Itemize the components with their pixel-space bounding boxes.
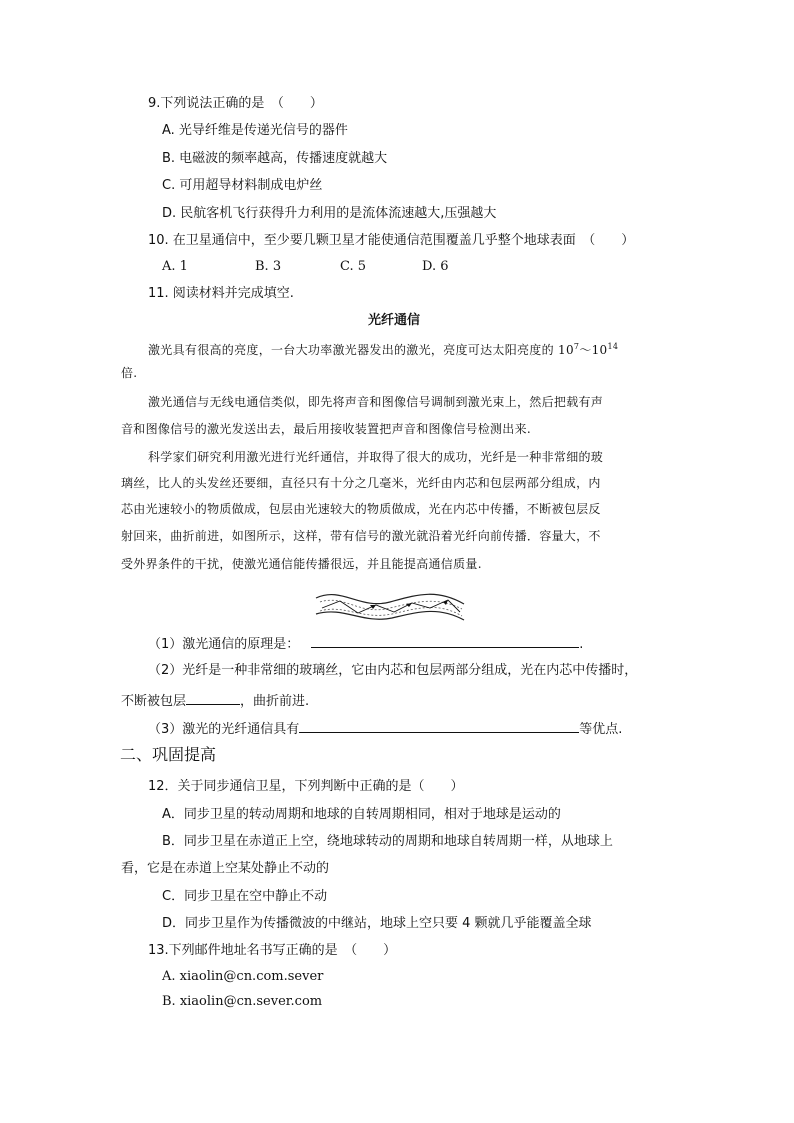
q9-option-b: B. 电磁波的频率越高，传播速度就越大 xyxy=(162,151,388,166)
q11-sub3: （3）激光的光纤通信具有 等优点. xyxy=(148,718,622,739)
q12-option-d: D．同步卫星作为传播微波的中继站，地球上空只要 4 颗就几乎能覆盖全球 xyxy=(162,916,592,931)
section-heading: 二、巩固提高 xyxy=(120,745,217,764)
q11-sub2-line2: 不断被包层 ，曲折前进. xyxy=(121,690,309,711)
sub1-answer-blank[interactable] xyxy=(311,633,579,648)
q9-option-a: A. 光导纤维是传递光信号的器件 xyxy=(162,123,348,138)
q9-option-c: C. 可用超导材料制成电炉丝 xyxy=(162,178,323,193)
article-title: 光纤通信 xyxy=(368,313,421,328)
q10-option-d: D. 6 xyxy=(422,259,449,274)
article-p2-line2: 音和图像信号的激光发送出去，最后用接收装置把声音和图像信号检测出来. xyxy=(121,422,532,436)
q10-option-a: A. 1 xyxy=(162,259,188,274)
article-p1-line1: 激光具有很高的亮度，一台大功率激光器发出的激光，亮度可达太阳亮度的 $10^7\sim 10^{14}$ xyxy=(148,342,619,357)
q12-option-b-line2: 看，它是在赤道上空某处静止不动的 xyxy=(121,861,330,876)
q13-option-b: B. xiaolin@cn.sever.com xyxy=(162,994,323,1009)
article-p3-line5: 受外界条件的干扰，使激光通信能传播很远，并且能提高通信质量. xyxy=(121,557,482,571)
q11-sub1: （1）激光通信的原理是： . xyxy=(148,633,583,654)
q9-option-d: D. 民航客机飞行获得升力利用的是流体流速越大,压强越大 xyxy=(162,206,497,221)
article-p1-line2: 倍. xyxy=(121,366,138,380)
q11-stem: 11. 阅读材料并完成填空. xyxy=(148,286,294,301)
article-p3-line4: 射回来，曲折前进，如图所示，这样，带有信号的激光就沿着光纤向前传播．容量大，不 xyxy=(121,529,601,543)
article-p2-line1: 激光通信与无线电通信类似，即先将声音和图像信号调制到激光束上，然后把载有声 xyxy=(148,395,604,409)
q12-option-c: C．同步卫星在空中静止不动 xyxy=(162,889,328,904)
q12-option-a: A．同步卫星的转动周期和地球的自转周期相同，相对于地球是运动的 xyxy=(162,807,561,822)
q10-option-b: B. 3 xyxy=(255,259,282,274)
sub2-answer-blank[interactable] xyxy=(186,690,240,705)
article-p3-line2: 璃丝，比人的头发丝还要细，直径只有十分之几毫米，光纤由内芯和包层两部分组成，内 xyxy=(121,476,601,490)
article-p3-line1: 科学家们研究利用激光进行光纤通信，并取得了很大的成功，光纤是一种非常细的玻 xyxy=(148,450,604,464)
optical-fiber-diagram xyxy=(312,584,468,626)
q12-option-b-line1: B．同步卫星在赤道正上空，绕地球转动的周期和地球自转周期一样，从地球上 xyxy=(162,834,613,849)
q13-stem: 13.下列邮件地址名书写正确的是 （ ） xyxy=(148,943,397,958)
article-p3-line3: 芯由光速较小的物质做成，包层由光速较大的物质做成，光在内芯中传播，不断被包层反 xyxy=(121,502,601,516)
q13-option-a: A. xiaolin@cn.com.sever xyxy=(162,969,324,984)
q10-stem: 10. 在卫星通信中，至少要几颗卫星才能使通信范围覆盖几乎整个地球表面 （ ） xyxy=(148,233,635,248)
q10-option-c: C. 5 xyxy=(340,259,367,274)
q11-sub2-line1: （2）光纤是一种非常细的玻璃丝，它由内芯和包层两部分组成，光在内芯中传播时， xyxy=(148,663,638,678)
q12-stem: 12．关于同步通信卫星，下列判断中正确的是（ ） xyxy=(148,779,464,794)
q9-stem: 9.下列说法正确的是 （ ） xyxy=(148,96,323,111)
sub3-answer-blank[interactable] xyxy=(299,718,579,733)
